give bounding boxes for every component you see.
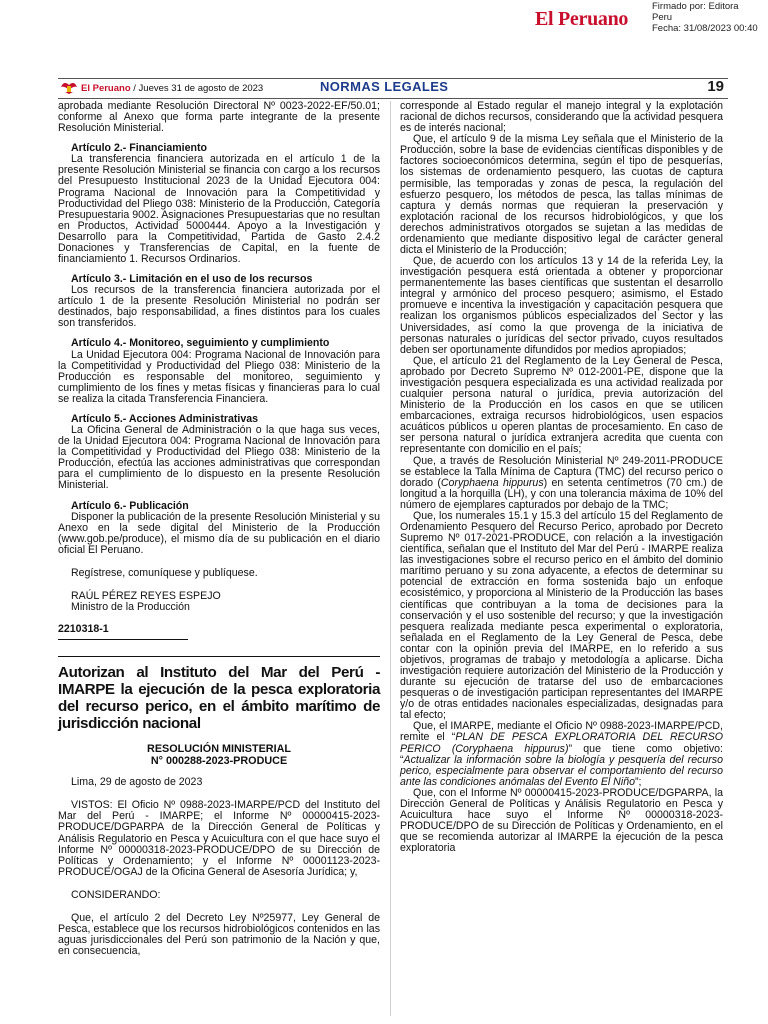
paragraph bbox=[400, 456, 723, 511]
article-5-text: La Oficina General de Administración o la que haga sus veces, de la Unidad Ejecutora 004: Programa Nacional de Innovación para la Competitividad y Productividad del Pliego 038: Ministerio de la Producción, efectúa las acciones administrativas que correspondan para el cumplimiento de lo dispuesto en la presente Resolución Ministerial. bbox=[58, 424, 380, 492]
article-6-text: Disponer la publicación de la presente Resolución Ministerial y su Anexo en la sede digital del Ministerio de la Producción (www.gob.pe/produce), el mismo día de su publicación en el diario oficial El Peruano. bbox=[58, 510, 380, 556]
article-4-title: Artículo 4.- Monitoreo, seguimiento y cumplimiento bbox=[71, 337, 330, 350]
paragraph bbox=[400, 721, 723, 787]
signature-logo: El Peruano bbox=[535, 8, 629, 30]
page-header bbox=[58, 78, 728, 100]
plan-objective: Actualizar la información sobre la biología y pesquería del recurso perico, especialmente para observar el comportamiento del recurso ante las condiciones anómalas del Evento El Niño bbox=[400, 753, 723, 788]
section-title: NORMAS LEGALES bbox=[320, 79, 449, 94]
place-date: Lima, 29 de agosto de 2023 bbox=[71, 776, 203, 789]
paragraph: Que, con el Informe Nº 00000415-2023-PRODUCE/DGPARPA, la Dirección General de Políticas y Análisis Regulatorio en Pesca y Acuicultura hace suyo el Informe Nº 00000318-2023-PRODUCE/DPO de su Dirección de Políticas y Ordenamiento, en el que se recomienda autorizar al IMARPE la ejecución de la pesca exploratoria bbox=[400, 786, 723, 855]
peru-coat-of-arms-icon bbox=[60, 81, 78, 94]
norm-title: Autorizan al Instituto del Mar del Perú - IMARPE la ejecución de la pesca exploratoria del recurso perico, en el ámbito marítimo de jurisdicción nacional bbox=[58, 664, 380, 733]
article-5-title: Artículo 5.- Acciones Administrativas bbox=[71, 412, 259, 425]
digital-signature bbox=[535, 0, 768, 40]
paragraph: Que, el artículo 9 de la misma Ley señala que el Ministerio de la Producción, sobre la base de evidencias científicas disponibles y de factores socioeconómicos determina, según el tipo de pesquerías, los sistemas de ordenamiento pesquero, las cuotas de captura permisible, las temporadas y zonas de pesca, la regulación del esfuerzo pesquero, los métodos de pesca, las tallas mínimas de captura y demás normas que requieran la preservación y explotación racional de los recursos hidrobiológicos, y que los derechos administrativos otorgados se sujetan a las medidas de ordenamiento que mediante dispositivo legal de carácter general dicta el Ministerio de la Producción; bbox=[400, 133, 723, 257]
paragraph: aprobada mediante Resolución Directoral Nº 0023-2022-EF/50.01; conforme al Anexo que forma parte integrante de la presente Resolución Ministerial. bbox=[58, 100, 380, 135]
text-run: ) en setenta centímetros (70 cm.) de longitud a la horquilla (LH), y con una tolerancia máxima de 10% del número de ejemplares capturados por debajo de la TMC; bbox=[400, 476, 723, 511]
article-4-text: La Unidad Ejecutora 004: Programa Nacional de Innovación para la Competitividad y Productividad del Pliego 038: Ministerio de la Producción es responsable del monitoreo, seguimiento y cumplimiento de los fines y metas físicas y financieras para lo cual se realiza la citada Transferencia Financiera. bbox=[58, 348, 380, 405]
left-column bbox=[58, 101, 380, 957]
page-number: 19 bbox=[707, 78, 724, 95]
resolution-heading bbox=[58, 743, 380, 767]
considerando-heading: CONSIDERANDO: bbox=[71, 888, 161, 901]
text-run: Que, el IMARPE, mediante el Oficio Nº 0988-2023-IMARPE/PCD, remite el “ bbox=[400, 720, 723, 744]
signer-name: RAÚL PÉREZ REYES ESPEJO bbox=[71, 589, 221, 602]
article-3-title: Artículo 3.- Limitación en el uso de los recursos bbox=[71, 273, 313, 286]
short-divider bbox=[58, 639, 188, 640]
paragraph: corresponde al Estado regular el manejo integral y la explotación racional de dichos recursos, considerando que la actividad pesquera es de interés nacional; bbox=[400, 100, 723, 135]
paragraph: Que, el artículo 21 del Reglamento de la Ley General de Pesca, aprobado por Decreto Supremo Nº 012-2001-PE, dispone que la investigación pesquera especializada es una actividad realizada por cualquier persona natural o jurídica, previa autorización del Ministerio de la Producción en los casos en que se utilicen embarcaciones, extraiga recursos hidrobiológicos, usen espacios acuáticos públicos u operen plantas de procesamiento. En caso de ser persona natural o jurídica extranjera acredita que cuenta con representante con domicilio en el país; bbox=[400, 354, 723, 456]
header-brand-name: El Peruano bbox=[81, 83, 131, 94]
article-2-text: La transferencia financiera autorizada en el artículo 1 de la presente Resolución Ministerial se financia con cargo a los recursos del Presupuesto Institucional 2023 de la Unidad Ejecutora 004: Programa Nacional de Innovación para la Competitividad y Productividad del Pliego 038: Ministerio de la Producción, Categoría Presupuestaria 9002. Asignaciones Presupuestarias que no resultan en Productos, Actividad 5000444. Apoyo a la Investigación y Desarrollo para la Competitividad, Partida de Gasto 2.4.2 Donaciones y Transferencias de Capital, en la fuente de financiamiento 1. Recursos Ordinarios. bbox=[58, 153, 380, 266]
header-rule-bottom bbox=[58, 98, 728, 99]
signature-text bbox=[652, 1, 758, 34]
header-brand bbox=[60, 81, 263, 94]
signature-line-1: Firmado por: Editora bbox=[652, 1, 739, 12]
header-date: / Jueves 31 de agosto de 2023 bbox=[133, 83, 264, 94]
signer-role: Ministro de la Producción bbox=[71, 601, 190, 614]
species-name: Coryphaena hippurus bbox=[440, 476, 544, 489]
long-divider bbox=[58, 656, 380, 657]
vistos-paragraph: VISTOS: El Oficio Nº 0988-2023-IMARPE/PCD del Instituto del Mar del Perú - IMARPE; el Informe Nº 00000415-2023-PRODUCE/DGPARPA de la Dirección General de Políticas y Análisis Regulatorio en Pesca y Acuicultura con el que hace suyo el Informe Nº 00000318-2023-PRODUCE/DPO de su Dirección de Políticas y Ordenamiento; y el Informe Nº 00001123-2023-PRODUCE/OGAJ de la Oficina General de Asesoría Jurídica; y, bbox=[58, 799, 380, 878]
document-code: 2210318-1 bbox=[58, 623, 109, 636]
considerando-paragraph: Que, el artículo 2 del Decreto Ley Nº25977, Ley General de Pesca, establece que los recursos hidrobiológicos contenidos en las aguas jurisdiccionales del Perú son patrimonio de la Nación y que, en consecuencia, bbox=[58, 911, 380, 958]
text-run: Que, a través de Resolución Ministerial Nº 249-2011-PRODUCE se establece la Talla Mínima de Captura (TMC) del recurso perico o dorado ( bbox=[400, 454, 723, 489]
article-2-title: Artículo 2.- Financiamiento bbox=[71, 142, 207, 155]
paragraph: Que, los numerales 15.1 y 15.3 del artículo 15 del Reglamento de Ordenamiento Pesquero del Recurso Perico, aprobado por Decreto Supremo Nº 017-2021-PRODUCE, con relación a la investigación científica, señalan que el Instituto del Mar del Perú - IMARPE realiza las investigaciones sobre el recurso perico en el ámbito del dominio marítimo peruano y su zona adyacente, a efectos de determinar su potencial de extracción en forma sostenida bajo un enfoque ecosistémico, y proporciona al Ministerio de la Producción las bases científicas que contribuyan a la toma de decisiones para la conservación y el uso sostenible del recurso; y que la investigación pesquera realizada mediante pesca experimental o exploratoria, señalada en el Reglamento de la Ley General de Pesca, debe contar con la opinión previa del IMARPE, en lo referido a sus objetivos, programas de trabajo y metodología a aplicarse. Dicha investigación requiere autorización del Ministerio de la Producción y durante su ejecución de tratarse del uso de embarcaciones pesqueras o de investigación participan representantes del IMARPE y/o de otras entidades nacionales especializadas, designadas para tal efecto; bbox=[400, 509, 723, 722]
signature-line-2: Peru bbox=[652, 12, 673, 23]
signature-line-3: Fecha: 31/08/2023 00:40 bbox=[652, 23, 758, 34]
right-column bbox=[400, 101, 723, 854]
article-6-title: Artículo 6.- Publicación bbox=[71, 499, 189, 512]
paragraph: Que, de acuerdo con los artículos 13 y 14 de la referida Ley, la investigación pesquera está orientada a obtener y proporcionar permanentemente las bases científicas que sustentan el desarrollo integral y armónico del proceso pesquero; asimismo, el Estado promueve e incentiva la investigación y capacitación pesquera que realizan los organismos públicos especializados del Sector y las Universidades, así como la que provenga de la iniciativa de personas naturales o jurídicas del sector privado, cuyos resultados deben ser oportunamente difundidos por medios apropiados; bbox=[400, 255, 723, 356]
text-run: ”; bbox=[634, 775, 642, 788]
text-run: ” que tiene como objetivo: “ bbox=[400, 742, 724, 766]
column-divider bbox=[390, 101, 391, 1016]
resolution-number: N° 000288-2023-PRODUCE bbox=[150, 755, 288, 768]
closing-formula: Regístrese, comuníquese y publíquese. bbox=[71, 566, 258, 579]
article-3-text: Los recursos de la transferencia financiera autorizada por el artículo 1 de la presente Resolución Ministerial no podrán ser destinados, bajo responsabilidad, a fines distintos para los cuales son transferidos. bbox=[58, 284, 380, 330]
resolution-type: RESOLUCIÓN MINISTERIAL bbox=[147, 743, 291, 756]
plan-title: PLAN DE PESCA EXPLORATORIA DEL RECURSO PERICO (Coryphaena hippurus) bbox=[400, 731, 723, 755]
